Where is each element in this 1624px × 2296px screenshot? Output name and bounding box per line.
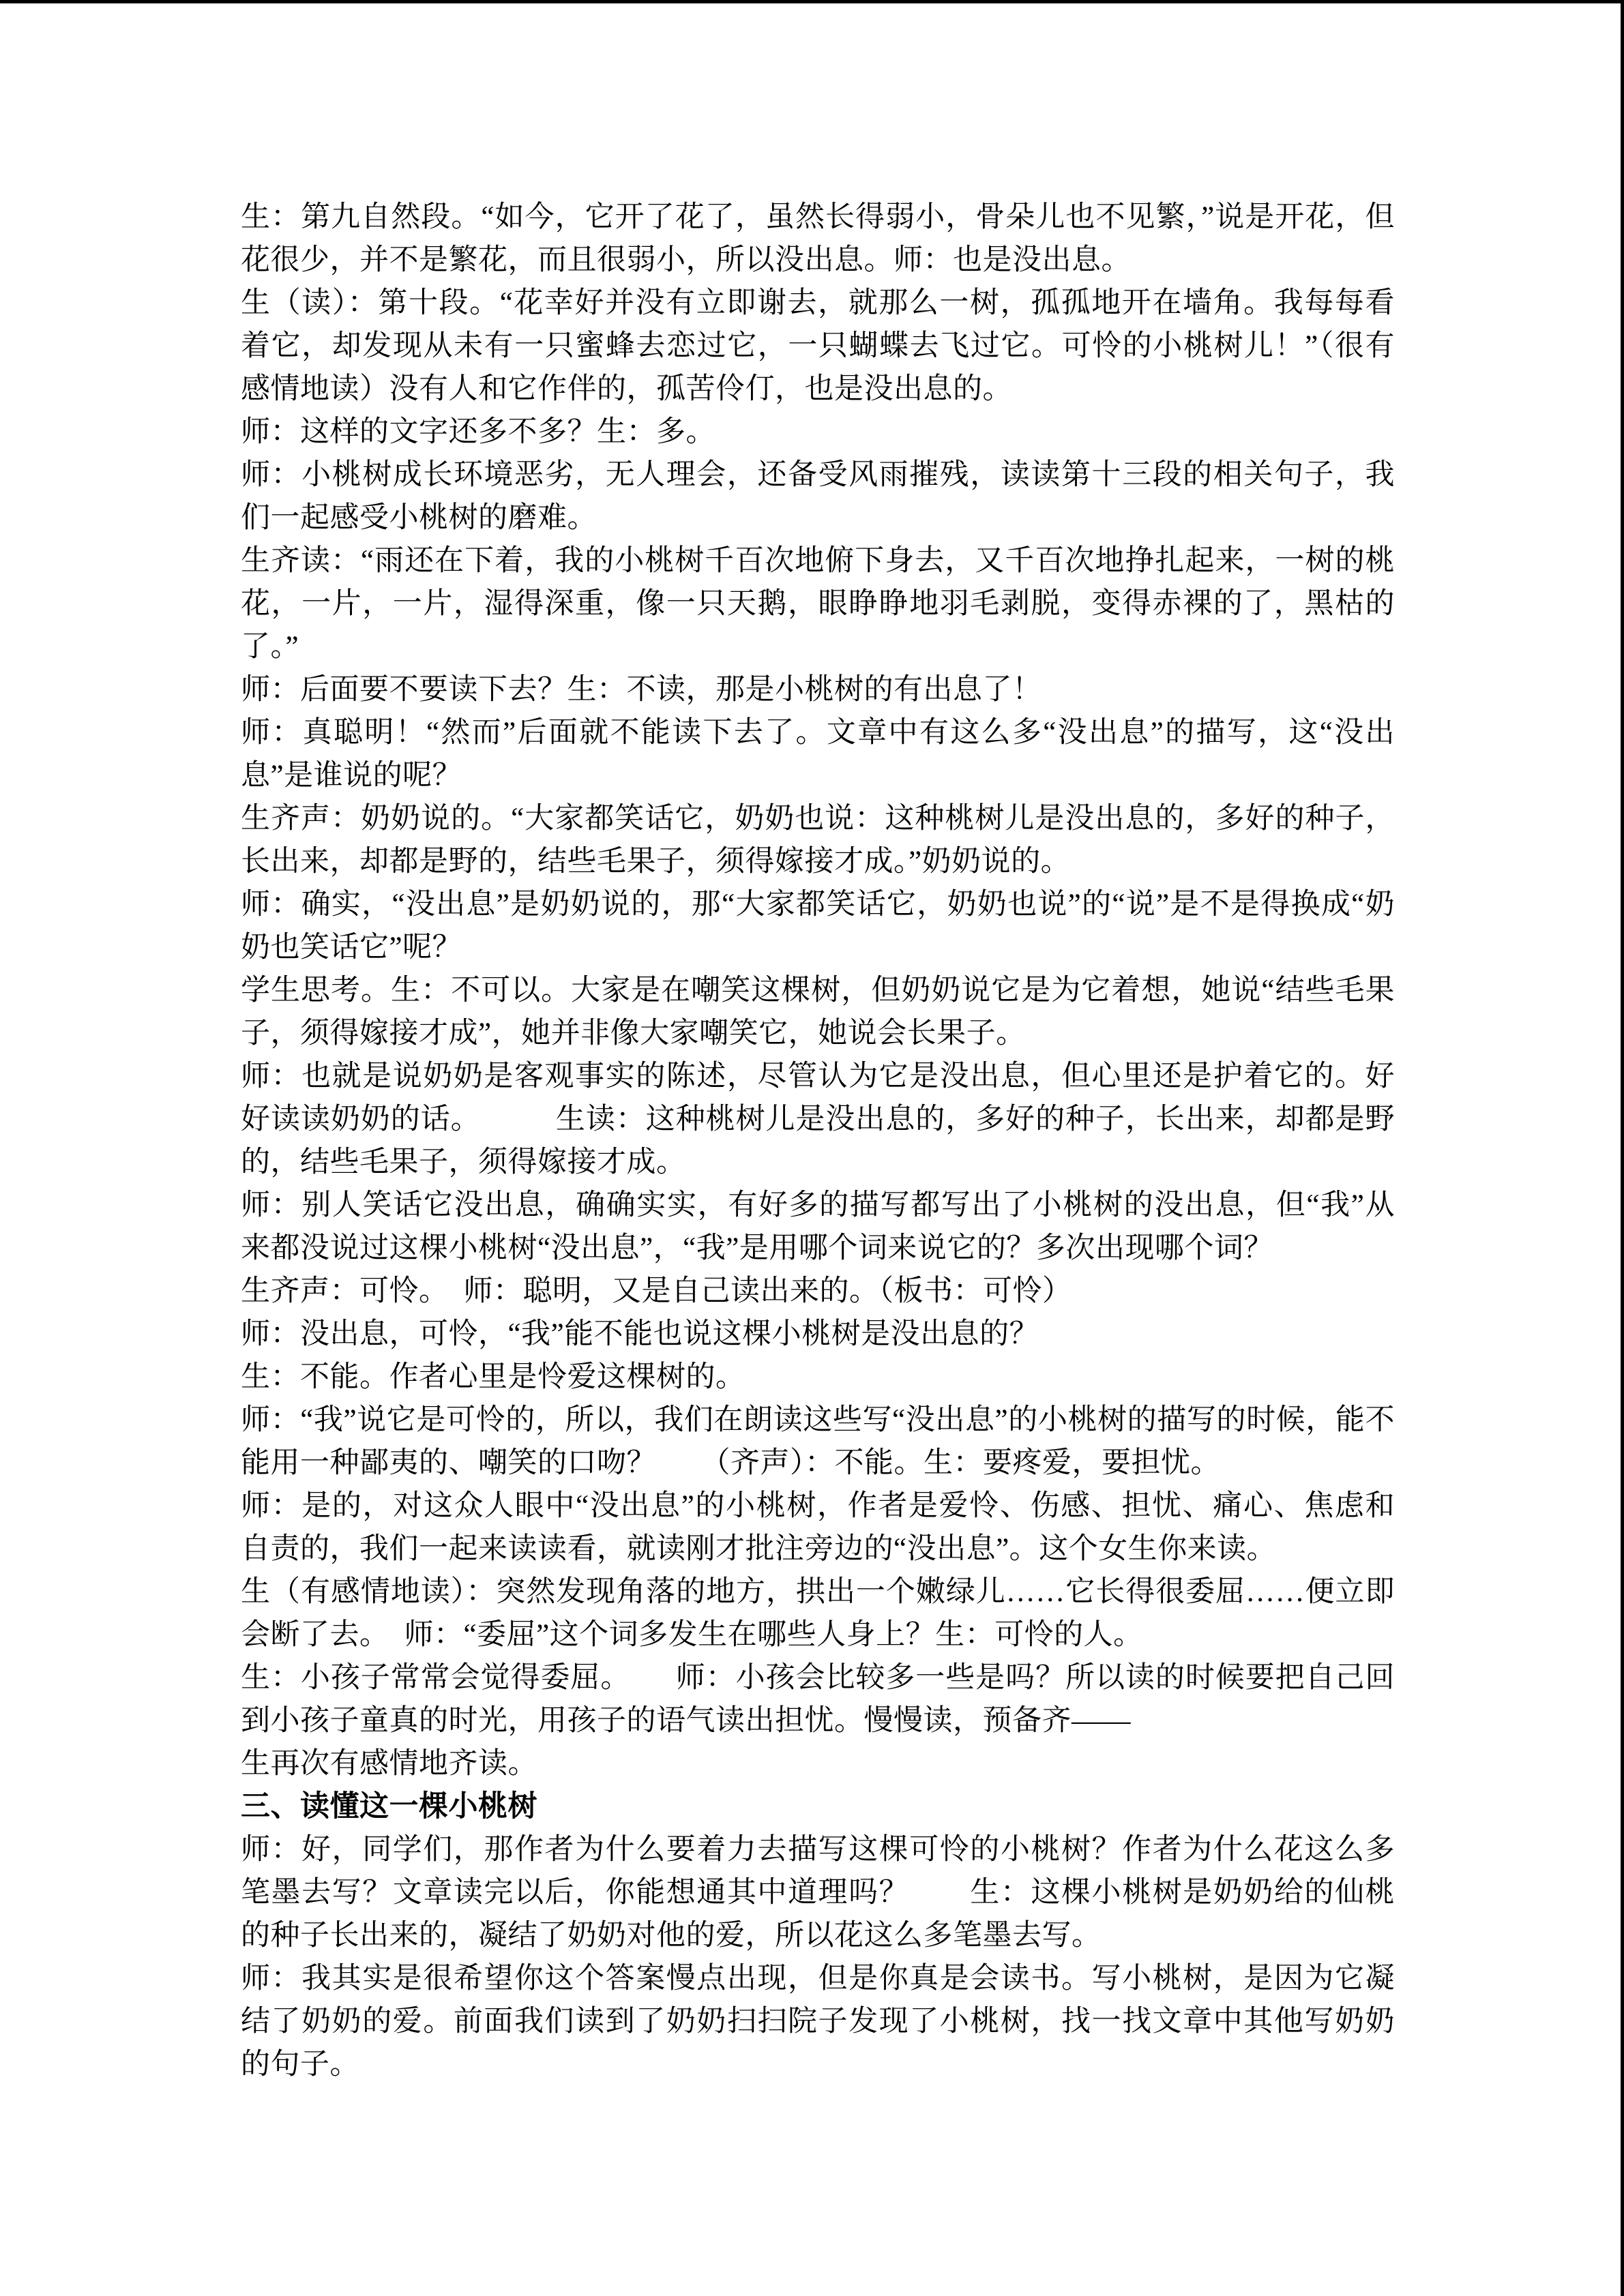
dialogue-paragraph: 生再次有感情地齐读。 — [241, 1748, 537, 1780]
dialogue-paragraph: 师：是的，对这众人眼中“没出息”的小桃树，作者是爱怜、伤感、担忧、痛心、焦虑和自责的，我们一起来读读看，就读刚才批注旁边的“没出息”。这个女生你来读。 — [241, 1490, 1395, 1565]
dialogue-paragraph: 学生思考。生：不可以。大家是在嘲笑这棵树，但奶奶说它是为它着想，她说“结些毛果子，须得嫁接才成”，她并非像大家嘲笑它，她说会长果子。 — [241, 974, 1395, 1049]
dialogue-paragraph: 师：这样的文字还多不多？生：多。 — [241, 416, 715, 448]
dialogue-paragraph: 师：没出息，可怜，“我”能不能也说这棵小桃树是没出息的？ — [241, 1318, 1039, 1350]
dialogue-paragraph: 师：好，同学们，那作者为什么要着力去描写这棵可怜的小桃树？作者为什么花这么多笔墨去写？文章读完以后，你能想通其中道理吗？ 生：这棵小桃树是奶奶给的仙桃的种子长出来的，凝结了奶奶对他的爱，所以花这么多笔墨去写。 — [241, 1834, 1395, 1952]
section-heading: 三、读懂这一棵小桃树 — [241, 1791, 537, 1823]
dialogue-paragraph: 师：别人笑话它没出息，确确实实，有好多的描写都写出了小桃树的没出息，但“我”从来都没说过这棵小桃树“没出息”，“我”是用哪个词来说它的？多次出现哪个词？ — [241, 1189, 1395, 1264]
dialogue-paragraph: 生（有感情地读）：突然发现角落的地方，拱出一个嫩绿儿……它长得很委屈……便立即会断了去。 师：“委屈”这个词多发生在哪些人身上？生：可怜的人。 — [241, 1576, 1395, 1651]
dialogue-paragraph: 生：不能。作者心里是怜爱这棵树的。 — [241, 1361, 745, 1393]
dialogue-paragraph: 生齐声：可怜。 师：聪明，又是自己读出来的。（板书：可怜） — [241, 1275, 1072, 1307]
dialogue-paragraph: 生：第九自然段。“如今，它开了花了，虽然长得弱小，骨朵儿也不见繁，”说是开花，但花很少，并不是繁花，而且很弱小，所以没出息。师：也是没出息。 — [241, 201, 1395, 276]
dialogue-paragraph: 师：“我”说它是可怜的，所以，我们在朗读这些写“没出息”的小桃树的描写的时候，能不能用一种鄙夷的、嘲笑的口吻？ （齐声）：不能。生：要疼爱，要担忧。 — [241, 1404, 1395, 1479]
dialogue-paragraph: 师：后面要不要读下去？生：不读，那是小桃树的有出息了！ — [241, 674, 1042, 706]
dialogue-paragraph: 生：小孩子常常会觉得委屈。 师：小孩会比较多一些是吗？所以读的时候要把自己回到小孩子童真的时光，用孩子的语气读出担忧。慢慢读，预备齐—— — [241, 1662, 1395, 1737]
document-body — [241, 196, 1395, 2086]
dialogue-paragraph: 师：真聪明！“然而”后面就不能读下去了。文章中有这么多“没出息”的描写，这“没出息”是谁说的呢？ — [241, 717, 1395, 792]
dialogue-paragraph: 生齐读：“雨还在下着，我的小桃树千百次地俯下身去，又千百次地挣扎起来，一树的桃花，一片，一片，湿得深重，像一只天鹅，眼睁睁地羽毛剥脱，变得赤裸的了，黑枯的了。” — [241, 545, 1395, 663]
scan-edge-top-bar — [0, 0, 1624, 3]
dialogue-paragraph: 师：我其实是很希望你这个答案慢点出现，但是你真是会读书。写小桃树，是因为它凝结了奶奶的爱。前面我们读到了奶奶扫扫院子发现了小桃树，找一找文章中其他写奶奶的句子。 — [241, 1963, 1395, 2081]
dialogue-paragraph: 生齐声：奶奶说的。“大家都笑话它，奶奶也说：这种桃树儿是没出息的，多好的种子，长出来，却都是野的，结些毛果子，须得嫁接才成。”奶奶说的。 — [241, 803, 1395, 878]
dialogue-paragraph: 师：小桃树成长环境恶劣，无人理会，还备受风雨摧残，读读第十三段的相关句子，我们一起感受小桃树的磨难。 — [241, 459, 1395, 534]
dialogue-paragraph: 师：也就是说奶奶是客观事实的陈述，尽管认为它是没出息，但心里还是护着它的。好好读读奶奶的话。 生读：这种桃树儿是没出息的，多好的种子，长出来，却都是野的，结些毛果子，须得嫁接才成。 — [241, 1060, 1395, 1178]
dialogue-paragraph: 生（读）：第十段。“花幸好并没有立即谢去，就那么一树，孤孤地开在墙角。我每每看着它，却发现从未有一只蜜蜂去恋过它，一只蝴蝶去飞过它。可怜的小桃树儿！”（很有感情地读）没有人和它作伴的，孤苦伶仃，也是没出息的。 — [241, 287, 1395, 405]
scan-edge-right-bar — [1621, 0, 1624, 2296]
dialogue-paragraph: 师：确实，“没出息”是奶奶说的，那“大家都笑话它，奶奶也说”的“说”是不是得换成“奶奶也笑话它”呢？ — [241, 889, 1395, 964]
